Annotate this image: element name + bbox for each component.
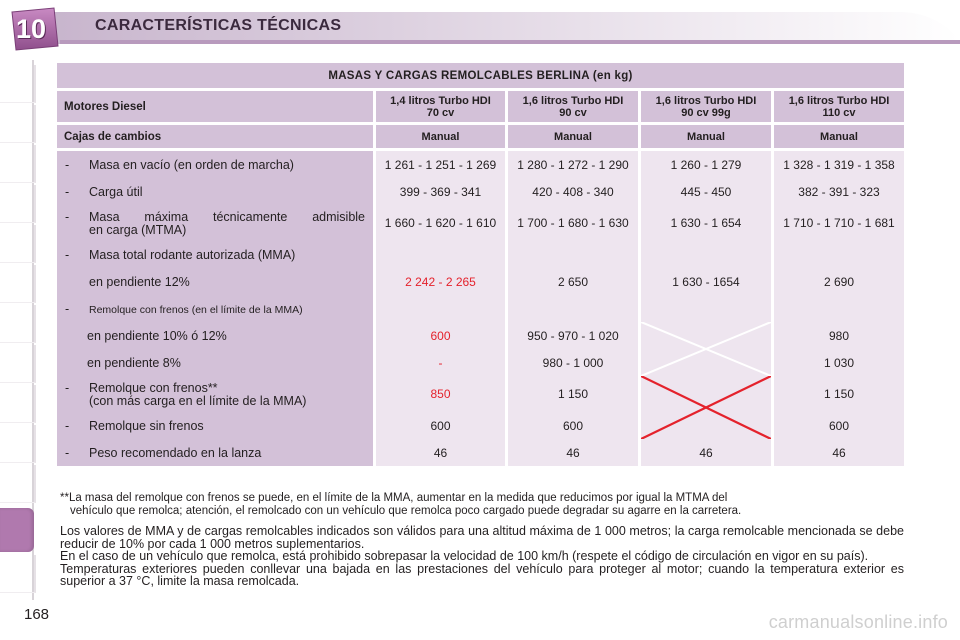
table-cell: 382 - 391 - 323 [771,178,904,205]
table-cell: 1 261 - 1 251 - 1 269 [373,151,505,178]
side-tab-active[interactable] [0,508,34,552]
page-number: 168 [24,606,50,623]
gearbox-col-3: Manual [638,125,771,151]
engine-col-3: 1,6 litros Turbo HDI 90 cv 99g [638,91,771,125]
table-cell: 2 242 - 2 265 [373,268,505,295]
header-bar [0,0,960,52]
table-row [57,349,904,376]
table-cell: 445 - 450 [638,178,771,205]
note-paragraph: En el caso de un vehículo que remolca, está prohibido sobrepasar la velocidad de 100 km/h (respete el código de circulación en vigor en su país). [60,549,869,563]
note-paragraph: Los valores de MMA y de cargas remolcables indicados son válidos para una altitud máxima de 1 000 metros; la carga remolcable mencionada se debe reducir de 10% por cada 1 000 metros suplementarios. [60,524,904,551]
notes-block [60,525,904,588]
table-cell: 1 700 - 1 680 - 1 630 [505,205,638,241]
table-cell: 1 660 - 1 620 - 1 610 [373,205,505,241]
side-tab-7[interactable] [0,305,36,343]
engine-col-1: 1,4 litros Turbo HDI 70 cv [373,91,505,125]
side-tab-9[interactable] [0,385,36,423]
table-cell: 1 630 - 1 654 [638,205,771,241]
table-row [57,151,904,178]
chapter-badge [8,6,60,52]
table-cell: 1 150 [505,376,638,412]
row-label: - Remolque sin frenos [57,412,373,439]
table-cell: 1 150 [771,376,904,412]
table-row [57,205,904,241]
table-cell [771,295,904,322]
table-cell [505,295,638,322]
side-tab-10[interactable] [0,425,36,463]
table-row [57,268,904,295]
table-title: MASAS Y CARGAS REMOLCABLES BERLINA (en kg) [57,63,904,91]
gearbox-col-2: Manual [505,125,638,151]
table-cell [373,295,505,322]
table-row [57,322,904,349]
side-tab-8[interactable] [0,345,36,383]
table-cell: 980 [771,322,904,349]
table-cell: 950 - 970 - 1 020 [505,322,638,349]
table-cell: 46 [373,439,505,466]
not-applicable-cross-red [638,376,771,439]
table-cell: 1 328 - 1 319 - 1 358 [771,151,904,178]
page-title: CARACTERÍSTICAS TÉCNICAS [95,17,342,34]
engine-col-4: 1,6 litros Turbo HDI 110 cv [771,91,904,125]
row-label: - Masa total rodante autorizada (MMA) [57,241,373,268]
table-cell: 1 260 - 1 279 [638,151,771,178]
row-label: - Remolque con frenos (en el límite de la MMA) [57,295,373,322]
row-label: - Masa máxima técnicamente admisible en carga (MTMA) [57,205,373,241]
engine-col-2: 1,6 litros Turbo HDI 90 cv [505,91,638,125]
table-title-row [57,63,904,91]
table-cell: 600 [505,412,638,439]
gearbox-header-row [57,125,904,151]
table-cell: 46 [638,439,771,466]
table-cell: 46 [505,439,638,466]
table-cell: 600 [373,322,505,349]
engine-label: Motores Diesel [57,91,373,125]
table-cell: 1 710 - 1 710 - 1 681 [771,205,904,241]
table-row [57,241,904,268]
table-cell [505,241,638,268]
table-cell: 2 650 [505,268,638,295]
side-tab-5[interactable] [0,225,36,263]
table-cell [373,241,505,268]
table-cell: 850 [373,376,505,412]
row-label: en pendiente 10% ó 12% [57,322,373,349]
table-cell: 1 280 - 1 272 - 1 290 [505,151,638,178]
chapter-number: 10 [16,14,47,44]
table-cell: 1 030 [771,349,904,376]
engine-header-row [57,91,904,125]
table-cell: 600 [373,412,505,439]
table-cell: 46 [771,439,904,466]
table-cell: 399 - 369 - 341 [373,178,505,205]
row-label: en pendiente 8% [57,349,373,376]
row-label: en pendiente 12% [57,268,373,295]
row-label: - Carga útil [57,178,373,205]
table-cell: 600 [771,412,904,439]
table-cell [638,295,771,322]
side-tab-2[interactable] [0,105,36,143]
table-row [57,412,904,439]
table-cell: 980 - 1 000 [505,349,638,376]
table-row [57,439,904,466]
footnote-line-2: vehículo que remolca; atención, el remolcado con un vehículo que remolca poco cargado puede degradar su agarre en la carretera. [70,505,742,517]
side-tab-4[interactable] [0,185,36,223]
footnote [60,492,904,518]
table-cell [638,241,771,268]
not-applicable-cross [638,322,771,376]
footnote-line-1: **La masa del remolque con frenos se puede, en el límite de la MMA, aumentar en la medida que reducimos por igual la MTMA del [60,492,728,504]
table-cell: - [373,349,505,376]
table-cell: 420 - 408 - 340 [505,178,638,205]
table-cell: 1 630 - 1654 [638,268,771,295]
side-tab-11[interactable] [0,465,36,503]
watermark: carmanualsonline.info [768,612,948,632]
gearbox-label: Cajas de cambios [57,125,373,151]
row-label: - Remolque con frenos** (con más carga en el límite de la MMA) [57,376,373,412]
gearbox-col-1: Manual [373,125,505,151]
table-cell: 2 690 [771,268,904,295]
side-tab-3[interactable] [0,145,36,183]
table-row [57,178,904,205]
table-cell [771,241,904,268]
note-paragraph: Temperaturas exteriores pueden conllevar una bajada en las prestaciones del vehículo para proteger al motor; cuando la temperatura exterior es superior a 37 °C, limite la masa remolcada. [60,561,904,588]
gearbox-col-4: Manual [771,125,904,151]
side-tab-6[interactable] [0,265,36,303]
side-tab-13[interactable] [0,555,36,593]
row-label: - Peso recomendado en la lanza [57,439,373,466]
table-row [57,376,904,412]
table-row [57,295,904,322]
side-tab-1[interactable] [0,65,36,103]
spec-table [57,63,904,466]
row-label: - Masa en vacío (en orden de marcha) [57,151,373,178]
